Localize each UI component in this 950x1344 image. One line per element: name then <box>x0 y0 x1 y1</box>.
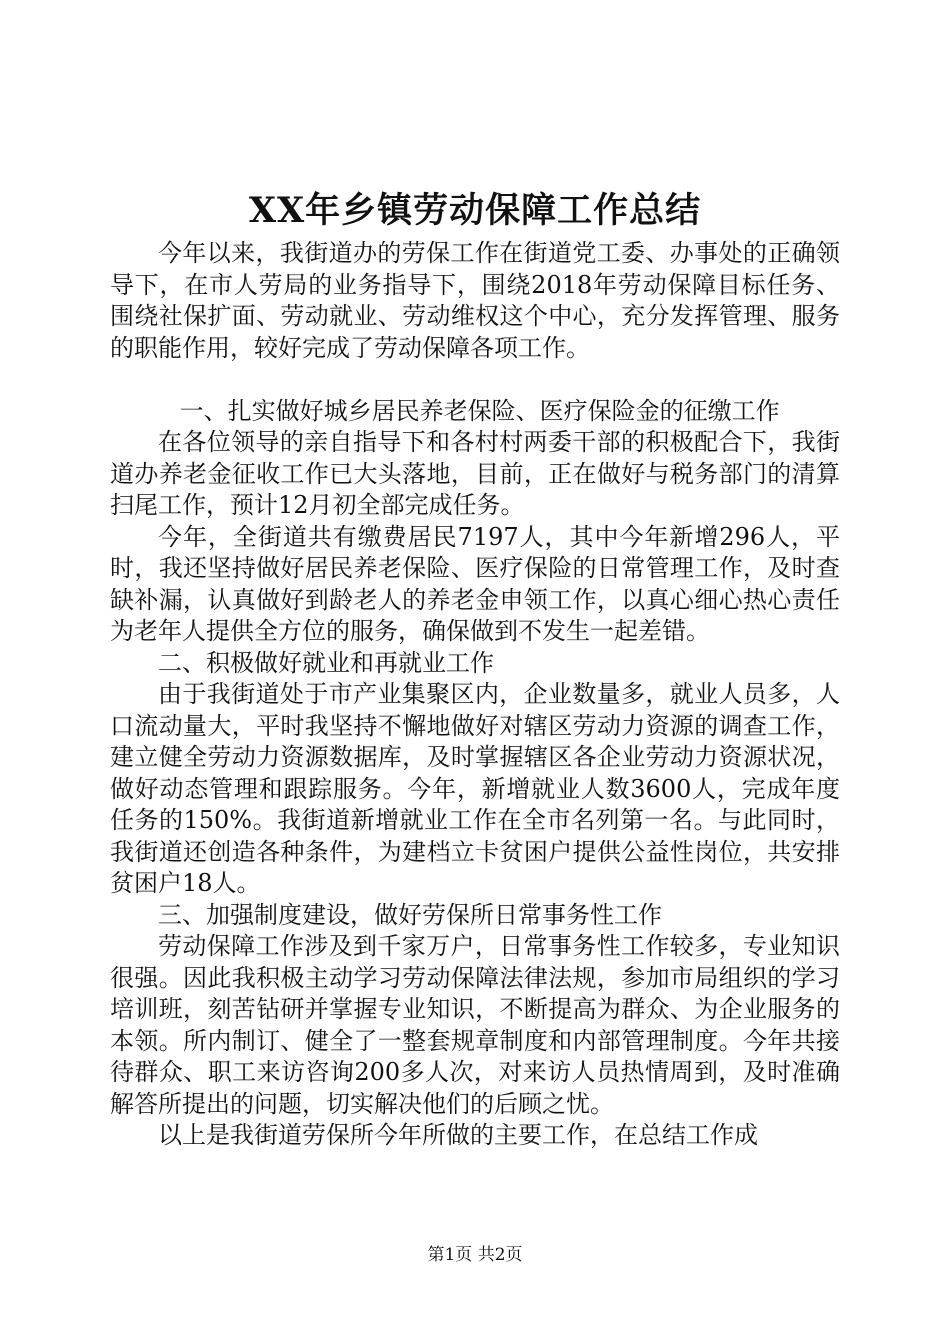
page-footer: 第1页 共2页 <box>427 1245 523 1265</box>
section-heading-3: 三、加强制度建设，做好劳保所日常事务性工作 <box>158 900 662 929</box>
intro-paragraph: 今年以来，我街道办的劳保工作在街道党工委、办事处的正确领导下，在市人劳局的业务指导下，围绕2018年劳动保障目标任务、围绕社保扩面、劳动就业、劳动维权这个中心，充分发挥管理、服务的职能作用，较好完成了劳动保障各项工作。 <box>110 239 840 362</box>
closing-paragraph: 以上是我街道劳保所今年所做的主要工作，在总结工作成 <box>158 1121 758 1149</box>
document-body <box>110 238 840 1152</box>
section-heading-2: 二、积极做好就业和再就业工作 <box>158 648 494 677</box>
section-1-paragraph-2: 今年，全街道共有缴费居民7197人，其中今年新增296人，平时，我还坚持做好居民养老保险、医疗保险的日常管理工作，及时查缺补漏，认真做好到龄老人的养老金申领工作，以真心细心热心责任为老年人提供全方位的服务，确保做到不发生一起差错。 <box>110 522 840 645</box>
section-1-paragraph-1: 在各位领导的亲自指导下和各村村两委干部的积极配合下，我街道办养老金征收工作已大头落地，目前，正在做好与税务部门的清算扫尾工作，预计12月初全部完成任务。 <box>110 428 840 519</box>
document-title: XX年乡镇劳动保障工作总结 <box>248 190 702 231</box>
section-3-paragraph-1: 劳动保障工作涉及到千家万户，日常事务性工作较多，专业知识很强。因此我积极主动学习劳动保障法律法规，参加市局组织的学习培训班，刻苦钻研并掌握专业知识，不断提高为群众、为企业服务的本领。所内制订、健全了一整套规章制度和内部管理制度。今年共接待群众、职工来访咨询200多人次，对来访人员热情周到，及时准确解答所提出的问题，切实解决他们的后顾之忧。 <box>110 932 840 1118</box>
section-heading-1: 一、扎实做好城乡居民养老保险、医疗保险金的征缴工作 <box>179 396 780 425</box>
section-2-paragraph-1: 由于我街道处于市产业集聚区内，企业数量多，就业人员多，人口流动量大，平时我坚持不懈地做好对辖区劳动力资源的调查工作，建立健全劳动力资源数据库，及时掌握辖区各企业劳动力资源状况，做好动态管理和跟踪服务。今年，新增就业人数3600人，完成年度任务的150%。我街道新增就业工作在全市名列第一名。与此同时，我街道还创造各种条件，为建档立卡贫困户提供公益性岗位，共安排贫困户18人。 <box>110 680 840 897</box>
